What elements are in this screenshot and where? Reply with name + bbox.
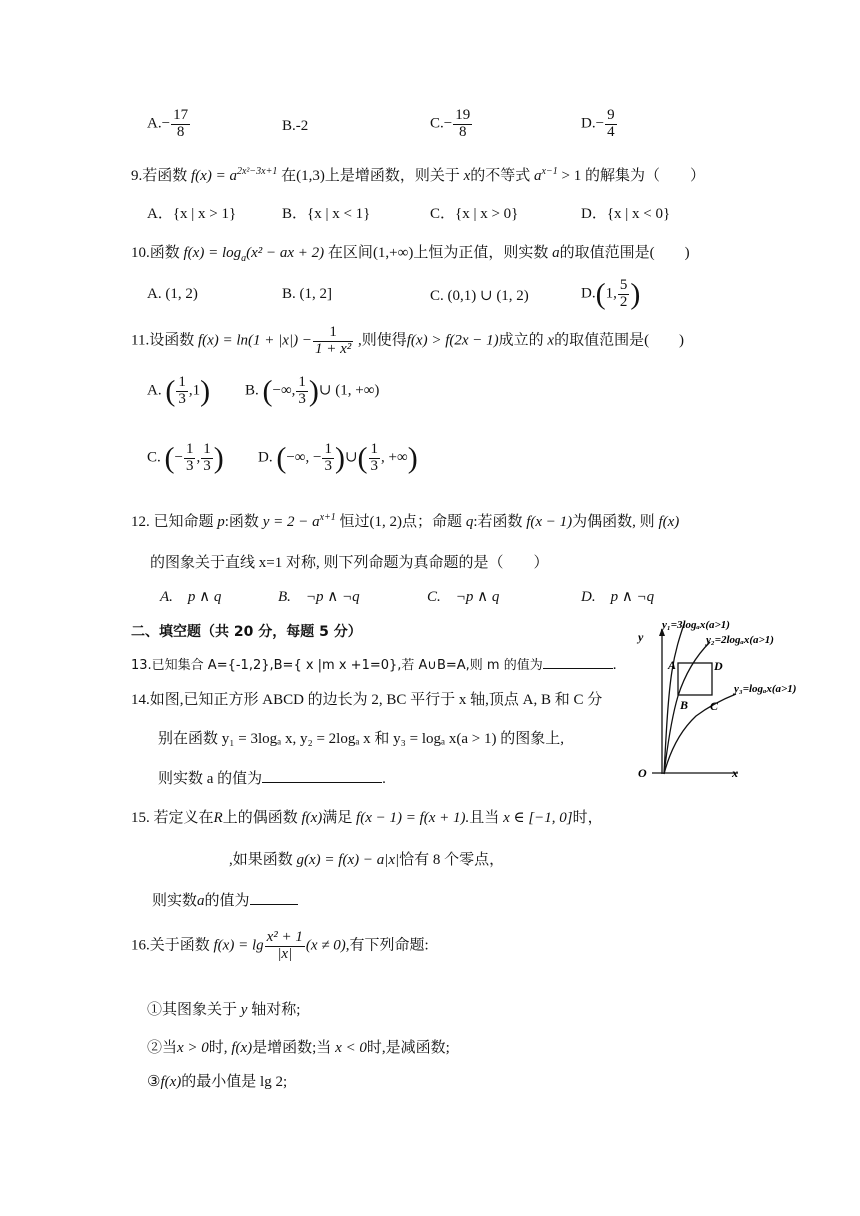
- q8-option-c: C.− $\frac{19}{8}$: [430, 107, 471, 140]
- q11-option-d: D. (−∞, − $\frac{1}{3}$ )∪( $\frac{1}{3}$ , +∞): [258, 441, 418, 475]
- q12-stem-line2: 的图象关于直线 x=1 对称, 则下列命题为真命题的是（ ）: [150, 555, 549, 571]
- q16-statement-3: ③f(x)的最小值是 lg 2;: [147, 1074, 288, 1090]
- q14-line1: 14.如图,已知正方形 ABCD 的边长为 2, BC 平行于 x 轴,顶点 A, B 和 C 分: [131, 692, 603, 708]
- section-2-heading: 二、填空题（共 20 分，每题 5 分）: [131, 624, 362, 640]
- vertex-d-label: D: [714, 659, 723, 673]
- q13-stem: 13.已知集合 A={-1,2},B={ x |m x +1=0},若 A∪B=A,则 m 的值为 .: [131, 654, 616, 674]
- q12-option-d: D. p ∧ ¬q: [581, 589, 655, 605]
- q11-option-c: C. (− $\frac{1}{3}$ , $\frac{1}{3}$ ): [147, 441, 224, 475]
- q15-answer-blank[interactable]: [250, 890, 298, 905]
- q14-line2: 别在函数 y₁ = 3logₐ x, y₂ = 2logₐ x 和 y₃ = logₐ x(a > 1) 的图象上,: [158, 731, 564, 747]
- q15-line3: 则实数a的值为: [152, 889, 298, 910]
- q8-option-d: D.− $\frac{9}{4}$: [581, 107, 615, 140]
- q12-option-a: A. p ∧ q: [160, 589, 222, 605]
- q11-option-a: A. ( $\frac{1}{3}$ ,1): [147, 374, 211, 408]
- q13-answer-blank[interactable]: [543, 654, 613, 669]
- q8-option-b: B.-2: [282, 118, 309, 134]
- q14-figure: [626, 616, 818, 782]
- q14-answer-blank[interactable]: [262, 768, 382, 783]
- curve-y2-label: y₂=2logₐx(a>1): [706, 634, 774, 646]
- q10-option-c: C. (0,1) ∪ (1, 2): [430, 288, 529, 304]
- curve-y3-label: y₃=logₐx(a>1): [734, 683, 797, 695]
- q12-stem: 12. 已知命题 p:函数 $y = 2 - a^{x+1}$ 恒过(1, 2)点；命题 q:若函数 f(x − 1)为偶函数, 则 f(x): [131, 512, 680, 530]
- q11-option-b: B. (−∞, $\frac{1}{3}$ )∪ (1, +∞): [245, 374, 380, 408]
- q10-option-a: A. (1, 2): [147, 286, 198, 302]
- vertex-c-label: C: [710, 699, 719, 713]
- q9-option-c: C．{x | x > 0}: [430, 206, 519, 222]
- origin-label: O: [638, 766, 647, 780]
- q15-line2: ,如果函数 g(x) = f(x) − a|x|恰有 8 个零点，: [229, 852, 505, 868]
- q9-option-d: D．{x | x < 0}: [581, 206, 671, 222]
- q14-line3: 则实数 a 的值为 .: [158, 767, 386, 788]
- q16-statement-1: ①其图象关于 y 轴对称;: [147, 1002, 301, 1018]
- curve-y1-label: y₁=3logₐx(a>1): [662, 619, 730, 631]
- q10-stem: 10.函数 $f(x) = \log_a(x^2$ − ax + 2) 在区间(1,+∞)上恒为正值，则实数 a的取值范围是( ): [131, 245, 690, 264]
- q10-option-d: D.(1, $\frac{5}{2}$ ): [581, 277, 641, 311]
- vertex-b-label: B: [680, 698, 689, 712]
- q9-option-b: B．{x | x < 1}: [282, 206, 371, 222]
- q16-statement-2: ②当x > 0时, f(x)是增函数;当 x < 0时,是减函数;: [147, 1040, 450, 1056]
- q10-option-b: B. (1, 2]: [282, 286, 332, 302]
- x-axis-label: x: [732, 766, 738, 780]
- y-axis-label: y: [638, 630, 644, 644]
- q16-stem: 16.关于函数 f(x) = lg $\frac{\text{x² + 1}}{|x|}$ (x ≠ 0),有下列命题:: [131, 929, 429, 962]
- vertex-a-label: A: [668, 658, 677, 672]
- q11-stem: 11.设函数 f(x) = ln(1 + |x|) − $\frac{1}{\text{1 + x²}}$ ,则使得f(x) > f(2x − 1)成立的 x的取值范围是( ): [131, 324, 685, 357]
- q15-line1: 15. 若定义在R上的偶函数 f(x)满足 f(x − 1) = f(x + 1).且当 x ∈ [−1, 0]时，: [131, 810, 603, 826]
- q9-option-a: A．{x | x > 1}: [147, 206, 237, 222]
- q12-option-c: C. ¬p ∧ q: [427, 589, 500, 605]
- q9-stem: 9.若函数 $f(x) = a^{2x^2-3x+1}$ 在(1,3)上是增函数，则关于 x的不等式 $a^{x-1} > 1$ 的解集为（ ）: [131, 166, 705, 184]
- q8-option-a: A.− $\frac{17}{8}$: [147, 107, 189, 140]
- q12-option-b: B. ¬p ∧ ¬q: [278, 589, 360, 605]
